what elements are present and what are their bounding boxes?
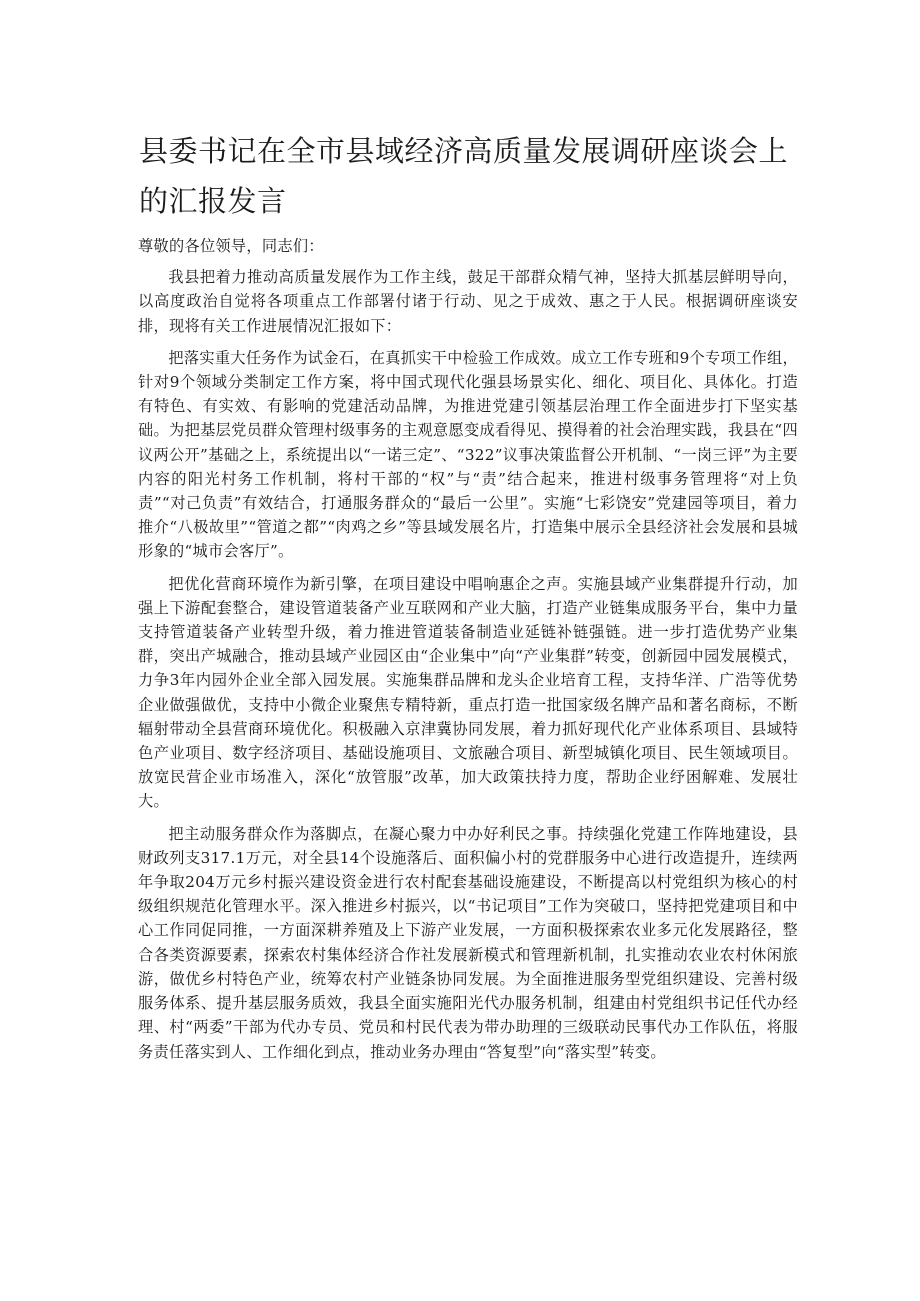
document-body	[138, 234, 798, 1072]
document-title	[139, 126, 799, 226]
paragraph-major-tasks: 把落实重大任务作为试金石，在真抓实干中检验工作成效。成立工作专班和9个专项工作组，针对9个领域分类制定工作方案，将中国式现代化强县场景实化、细化、项目化、具体化。打造有特色、有实效、有影响的党建活动品牌，为推进党建引领基层治理工作全面进步打下坚实基础。为把基层党员群众管理村级事务的主观意愿变成看得见、摸得着的社会治理实践，我县在“四议两公开”基础之上，系统提出以“一诺三定”、“322”议事决策监督公开机制、“一岗三评”为主要内容的阳光村务工作机制，将村干部的“权”与“责”结合起来，推进村级事务管理将“对上负责”“对己负责”有效结合，打通服务群众的“最后一公里”。实施“七彩饶安”党建园等项目，着力推介“八极故里”“管道之都”“肉鸡之乡”等县域发展名片，打造集中展示全县经济社会发展和县城形象的“城市会客厅”。	[138, 348, 798, 561]
paragraph-business-environment: 把优化营商环境作为新引擎，在项目建设中唱响惠企之声。实施县域产业集群提升行动，加强上下游配套整合，建设管道装备产业互联网和产业大脑，打造产业链集成服务平台，集中力量支持管道装备产业转型升级，着力推进管道装备制造业延链补链强链。进一步打造优势产业集群，突出产城融合，推动县域产业园区由“企业集中”向“产业集群”转变，创新园中园发展模式，力争3年内园外企业全部入园发展。实施集群品牌和龙头企业培育工程，支持华洋、广浩等优势企业做强做优，支持中小微企业聚焦专精特新，重点打造一批国家级名牌产品和著名商标，不断辐射带动全县营商环境优化。积极融入京津冀协同发展，着力抓好现代化产业体系项目、县域特色产业项目、数字经济项目、基础设施项目、文旅融合项目、新型城镇化项目、民生领域项目。放宽民营企业市场准入，深化“放管服”改革，加大政策扶持力度，帮助企业纾困解难、发展壮大。	[138, 574, 798, 811]
paragraph-serving-masses: 把主动服务群众作为落脚点，在凝心聚力中办好利民之事。持续强化党建工作阵地建设，县财政列支317.1万元，对全县14个设施落后、面积偏小村的党群服务中心进行改造提升，连续两年争取204万元乡村振兴建设资金进行农村配套基础设施建设，不断提高以村党组织为核心的村级组织规范化管理水平。深入推进乡村振兴，以“书记项目”工作为突破口，坚持把党建项目和中心工作同促同推，一方面深耕养殖及上下游产业发展，一方面积极探索农业多元化发展路径，整合各类资源要素，探索农村集体经济合作社发展新模式和管理新机制，扎实推动农业农村休闲旅游，做优乡村特色产业，统筹农村产业链条协同发展。为全面推进服务型党组织建设、完善村级服务体系、提升基层服务质效，我县全面实施阳光代办服务机制，组建由村党组织书记任代办经理、村“两委”干部为代办专员、党员和村民代表为带办助理的三级联动民事代办工作队伍，将服务责任落实到人、工作细化到点，推动业务办理由“答复型”向“落实型”转变。	[138, 824, 798, 1061]
paragraph-intro: 我县把着力推动高质量发展作为工作主线，鼓足干部群众精气神，坚持大抓基层鲜明导向，以高度政治自觉将各项重点工作部署付诸于行动、见之于成效、惠之于人民。根据调研座谈安排，现将有关工作进展情况汇报如下：	[138, 268, 798, 335]
title-line-1: 县委书记在全市县域经济高质量发展调研座谈会上	[139, 134, 789, 168]
salutation: 尊敬的各位领导，同志们：	[138, 237, 324, 255]
title-line-2: 的汇报发言	[139, 184, 287, 218]
